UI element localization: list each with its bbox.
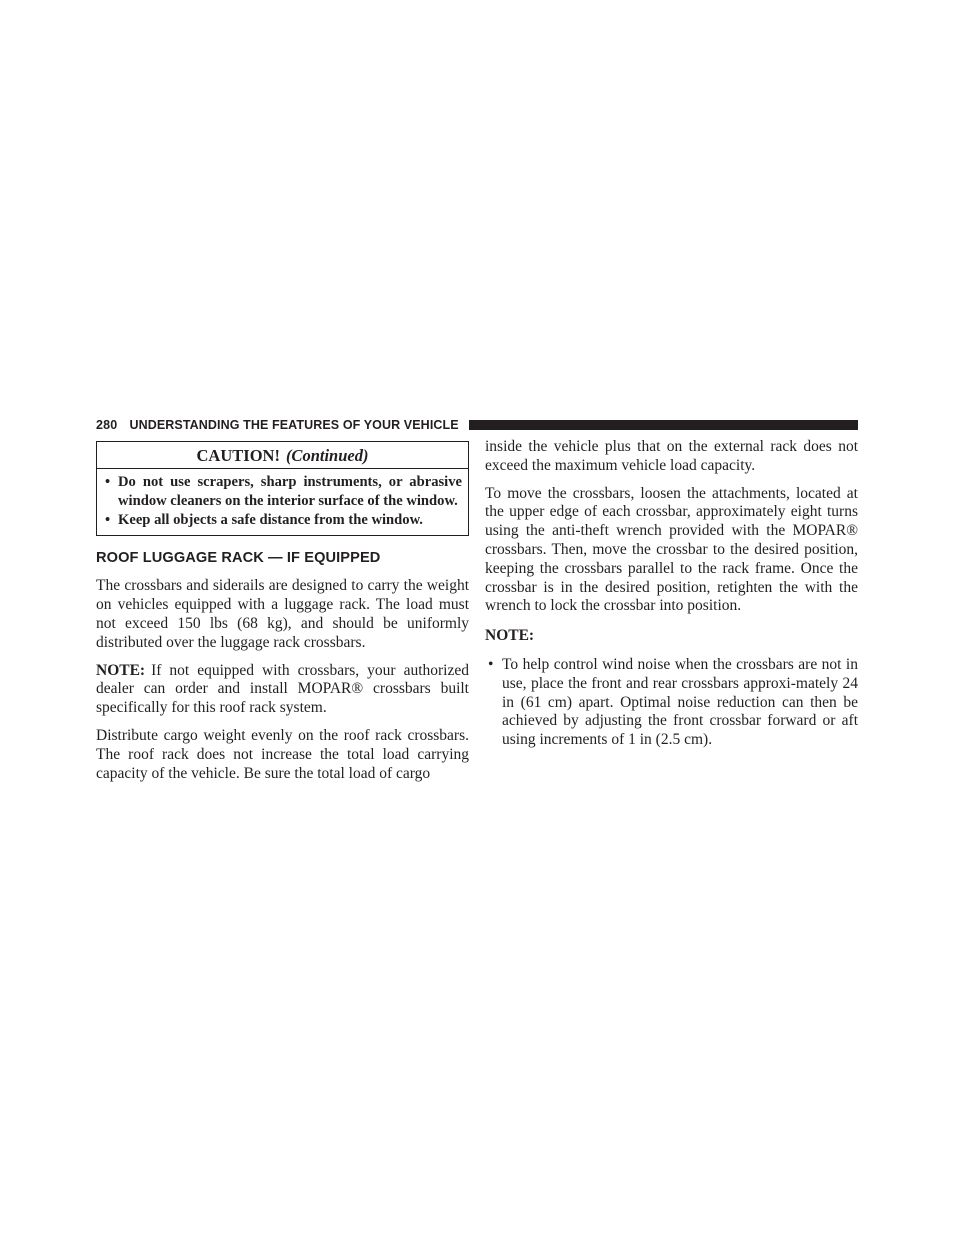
paragraph-distribute-continued: inside the vehicle plus that on the external rack does not exceed the maximum vehicle load capacity. bbox=[485, 438, 858, 474]
note-crossbars bbox=[96, 662, 469, 718]
paragraph-capacity: The crossbars and siderails are designed to carry the weight on vehicles equipped with a luggage rack. The load must not exceed 150 lbs (68 kg), and should be uniformly distributed over the luggage rack crossbars. bbox=[96, 577, 469, 651]
caution-item bbox=[103, 473, 462, 511]
note-item-text: To help control wind noise when the crossbars are not in use, place the front and rear crossbars approxi-mately 24 in (61 cm) apart. Optimal noise reduction can then be achieved by adjusting the front crossbar forward or aft using increments of 1 in (2.5 cm). bbox=[502, 655, 858, 749]
page-number: 280 bbox=[96, 418, 118, 432]
right-column bbox=[485, 438, 858, 750]
caution-box bbox=[96, 441, 469, 536]
caution-label: CAUTION! bbox=[196, 446, 280, 465]
caution-item bbox=[103, 511, 462, 530]
note-item bbox=[485, 656, 858, 750]
note-list bbox=[485, 656, 858, 750]
section-heading: ROOF LUGGAGE RACK — IF EQUIPPED bbox=[96, 550, 381, 567]
note-label: NOTE: bbox=[96, 661, 146, 679]
paragraph-distribute: Distribute cargo weight evenly on the roof rack crossbars. The roof rack does not increase the total load carrying capacity of the vehicle. Be sure the total load of cargo bbox=[96, 726, 469, 782]
header-rule bbox=[469, 420, 858, 430]
caution-item-text: Keep all objects a safe distance from the window. bbox=[118, 511, 423, 528]
caution-list bbox=[97, 469, 468, 535]
caution-heading bbox=[97, 442, 468, 469]
bullet-icon: • bbox=[105, 474, 111, 490]
bullet-icon: • bbox=[105, 511, 111, 528]
caution-continued: (Continued) bbox=[285, 446, 369, 465]
left-column bbox=[96, 441, 469, 792]
note-label: NOTE: bbox=[485, 627, 535, 645]
chapter-title: UNDERSTANDING THE FEATURES OF YOUR VEHICLE bbox=[129, 418, 459, 432]
page-header bbox=[96, 417, 858, 433]
caution-item-text: Do not use scrapers, sharp instruments, or abrasive window cleaners on the interior surface of the window. bbox=[118, 474, 462, 509]
paragraph-move-crossbars: To move the crossbars, loosen the attachments, located at the upper edge of each crossbar, approximately eight turns using the anti-theft wrench provided with the MOPAR® crossbars. Then, move the crossbar to the desired position, keeping the crossbars parallel to the rack frame. Once the crossbar is in the desired position, retighten the with the wrench to lock the crossbar into position. bbox=[485, 484, 858, 615]
bullet-icon: • bbox=[488, 655, 494, 673]
note-text: If not equipped with crossbars, your authorized dealer can order and install MOPAR® crossbars built specifically for this roof rack system. bbox=[96, 661, 469, 717]
